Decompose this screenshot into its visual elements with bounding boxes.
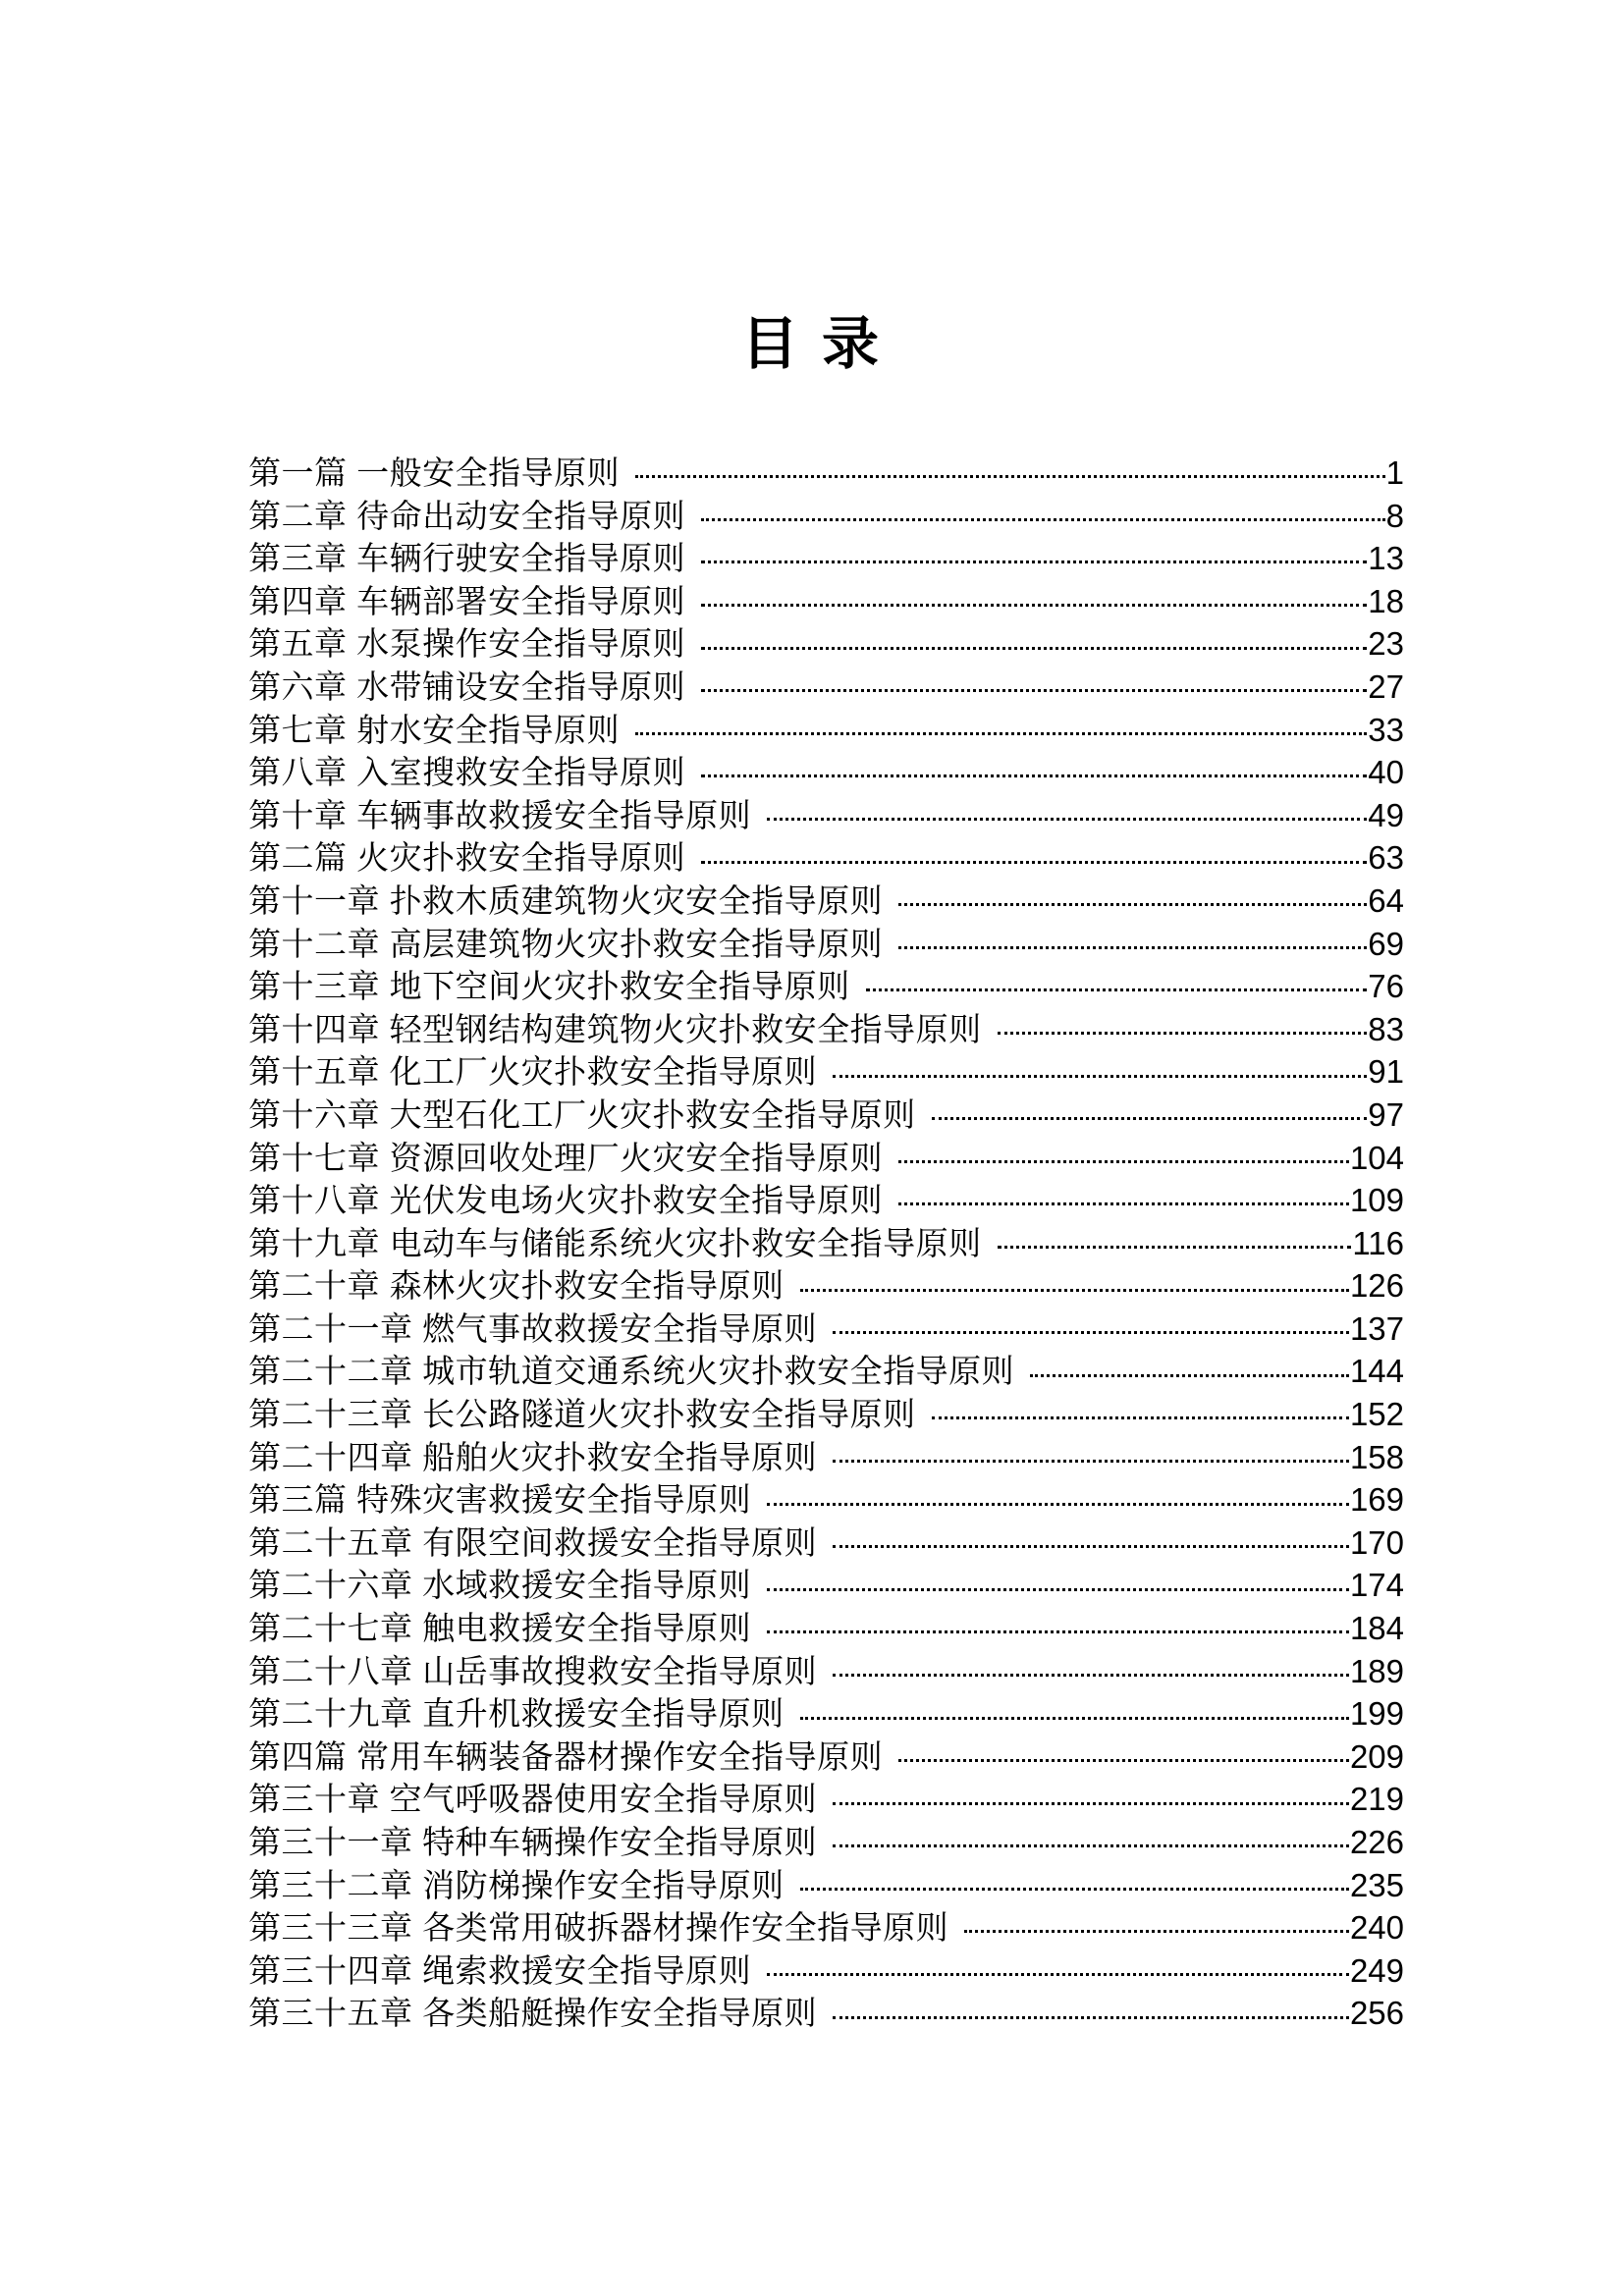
toc-entry-page: 76 xyxy=(1368,968,1404,1005)
toc-list xyxy=(0,452,1624,2035)
dot-leader xyxy=(767,1588,1349,1591)
dot-leader xyxy=(833,1802,1349,1805)
toc-entry-label: 第二十八章 山岳事故搜救安全指导原则 xyxy=(248,1652,818,1689)
toc-entry xyxy=(248,751,1404,794)
dot-leader xyxy=(833,1674,1349,1677)
toc-entry-label: 第二篇 火灾扑救安全指导原则 xyxy=(248,839,686,877)
toc-entry-page: 97 xyxy=(1368,1095,1404,1133)
toc-entry-page: 64 xyxy=(1368,881,1404,919)
dot-leader xyxy=(833,1460,1349,1463)
dot-leader xyxy=(998,1246,1352,1249)
toc-entry-label: 第二章 待命出动安全指导原则 xyxy=(248,497,686,534)
toc-entry xyxy=(248,1393,1404,1436)
toc-entry xyxy=(248,1564,1404,1607)
toc-entry-label: 第三十四章 绳索救援安全指导原则 xyxy=(248,1951,752,1989)
toc-entry xyxy=(248,666,1404,709)
dot-leader xyxy=(701,689,1367,692)
toc-entry-page: 219 xyxy=(1349,1781,1404,1818)
toc-entry-page: 104 xyxy=(1349,1139,1404,1176)
toc-entry-label: 第二十五章 有限空间救援安全指导原则 xyxy=(248,1523,818,1561)
dot-leader xyxy=(833,1331,1349,1334)
toc-entry xyxy=(248,1735,1404,1779)
toc-entry-label: 第二十一章 燃气事故救援安全指导原则 xyxy=(248,1309,818,1347)
dot-leader xyxy=(701,647,1367,650)
toc-entry-page: 69 xyxy=(1368,925,1404,962)
dot-leader xyxy=(833,2016,1349,2019)
toc-entry xyxy=(248,1821,1404,1864)
dot-leader xyxy=(767,1630,1349,1633)
toc-entry-page: 116 xyxy=(1352,1224,1404,1261)
toc-entry xyxy=(248,1949,1404,1993)
dot-leader xyxy=(833,1075,1367,1078)
toc-entry-page: 240 xyxy=(1349,1909,1404,1947)
toc-entry-label: 第一篇 一般安全指导原则 xyxy=(248,454,621,491)
toc-entry-page: 18 xyxy=(1368,582,1404,619)
toc-entry-label: 第三章 车辆行驶安全指导原则 xyxy=(248,540,686,577)
dot-leader xyxy=(898,903,1367,906)
dot-leader xyxy=(898,1759,1349,1762)
toc-entry-label: 第二十六章 水域救援安全指导原则 xyxy=(248,1567,752,1604)
toc-entry-label: 第三十章 空气呼吸器使用安全指导原则 xyxy=(248,1781,818,1818)
toc-entry xyxy=(248,1050,1404,1094)
toc-entry-label: 第八章 入室搜救安全指导原则 xyxy=(248,754,686,791)
toc-entry-label: 第十章 车辆事故救援安全指导原则 xyxy=(248,796,752,833)
toc-entry xyxy=(248,1692,1404,1735)
toc-entry-label: 第二十三章 长公路隧道火灾扑救安全指导原则 xyxy=(248,1396,916,1433)
toc-entry-page: 169 xyxy=(1349,1481,1404,1519)
toc-entry-label: 第二十七章 触电救援安全指导原则 xyxy=(248,1610,752,1647)
dot-leader xyxy=(998,1032,1368,1035)
dot-leader xyxy=(800,1289,1349,1292)
toc-entry xyxy=(248,1222,1404,1265)
toc-entry-label: 第十四章 轻型钢结构建筑物火灾扑救安全指导原则 xyxy=(248,1010,982,1047)
toc-entry-page: 49 xyxy=(1368,796,1404,833)
toc-entry xyxy=(248,1650,1404,1693)
toc-entry-label: 第三十五章 各类船艇操作安全指导原则 xyxy=(248,1995,818,2032)
dot-leader xyxy=(701,861,1367,864)
toc-entry-label: 第十一章 扑救木质建筑物火灾安全指导原则 xyxy=(248,881,884,919)
toc-entry-page: 189 xyxy=(1349,1652,1404,1689)
toc-entry-label: 第四篇 常用车辆装备器材操作安全指导原则 xyxy=(248,1737,884,1775)
dot-leader xyxy=(767,818,1367,821)
dot-leader xyxy=(635,732,1367,735)
toc-entry xyxy=(248,580,1404,623)
dot-leader xyxy=(800,1888,1349,1891)
toc-entry-label: 第三篇 特殊灾害救援安全指导原则 xyxy=(248,1481,752,1519)
toc-entry xyxy=(248,1436,1404,1479)
toc-entry xyxy=(248,836,1404,880)
toc-entry xyxy=(248,1906,1404,1949)
dot-leader xyxy=(1030,1374,1349,1377)
page-title: 目 录 xyxy=(740,312,884,376)
toc-entry-label: 第二十四章 船舶火灾扑救安全指导原则 xyxy=(248,1438,818,1475)
toc-entry-page: 170 xyxy=(1349,1523,1404,1561)
toc-entry-page: 199 xyxy=(1349,1695,1404,1733)
dot-leader xyxy=(701,604,1367,607)
dot-leader xyxy=(932,1117,1368,1120)
toc-entry-page: 174 xyxy=(1349,1567,1404,1604)
toc-entry-page: 109 xyxy=(1349,1182,1404,1219)
dot-leader xyxy=(635,475,1384,478)
toc-entry-page: 158 xyxy=(1349,1438,1404,1475)
toc-entry xyxy=(248,1008,1404,1051)
toc-entry-label: 第六章 水带铺设安全指导原则 xyxy=(248,667,686,705)
toc-entry xyxy=(248,1264,1404,1308)
dot-leader xyxy=(701,561,1367,563)
toc-entry-page: 23 xyxy=(1368,625,1404,663)
toc-entry-page: 27 xyxy=(1368,667,1404,705)
toc-entry-page: 209 xyxy=(1349,1737,1404,1775)
toc-entry-page: 63 xyxy=(1368,839,1404,877)
dot-leader xyxy=(767,1503,1349,1506)
toc-entry-label: 第七章 射水安全指导原则 xyxy=(248,711,621,748)
toc-entry xyxy=(248,880,1404,923)
toc-entry-page: 13 xyxy=(1368,540,1404,577)
toc-entry-page: 235 xyxy=(1349,1866,1404,1903)
dot-leader xyxy=(898,1202,1349,1205)
toc-entry xyxy=(248,709,1404,752)
toc-entry-label: 第十七章 资源回收处理厂火灾安全指导原则 xyxy=(248,1139,884,1176)
toc-entry xyxy=(248,794,1404,837)
toc-entry-page: 40 xyxy=(1368,754,1404,791)
toc-entry-label: 第二十九章 直升机救援安全指导原则 xyxy=(248,1695,785,1733)
toc-entry xyxy=(248,1778,1404,1821)
dot-leader xyxy=(833,1545,1349,1548)
toc-entry-label: 第三十二章 消防梯操作安全指导原则 xyxy=(248,1866,785,1903)
dot-leader xyxy=(898,946,1367,949)
toc-entry-label: 第十五章 化工厂火灾扑救安全指导原则 xyxy=(248,1053,818,1091)
toc-entry-page: 137 xyxy=(1349,1309,1404,1347)
toc-entry-label: 第三十三章 各类常用破拆器材操作安全指导原则 xyxy=(248,1909,949,1947)
toc-entry-page: 8 xyxy=(1385,497,1404,534)
toc-entry xyxy=(248,1137,1404,1180)
toc-entry xyxy=(248,495,1404,538)
toc-entry-page: 33 xyxy=(1368,711,1404,748)
toc-entry xyxy=(248,1094,1404,1137)
dot-leader xyxy=(833,1844,1349,1847)
toc-entry xyxy=(248,537,1404,580)
toc-entry-label: 第十九章 电动车与储能系统火灾扑救安全指导原则 xyxy=(248,1224,982,1261)
dot-leader xyxy=(964,1930,1349,1933)
toc-entry-label: 第二十章 森林火灾扑救安全指导原则 xyxy=(248,1267,785,1305)
toc-entry-label: 第十六章 大型石化工厂火灾扑救安全指导原则 xyxy=(248,1095,916,1133)
toc-entry-page: 226 xyxy=(1349,1824,1404,1860)
dot-leader xyxy=(932,1416,1349,1419)
dot-leader xyxy=(701,774,1367,777)
toc-entry xyxy=(248,923,1404,966)
toc-entry xyxy=(248,1350,1404,1393)
toc-entry-page: 83 xyxy=(1368,1010,1404,1047)
toc-entry xyxy=(248,622,1404,666)
dot-leader xyxy=(701,518,1384,521)
toc-entry-label: 第十八章 光伏发电场火灾扑救安全指导原则 xyxy=(248,1182,884,1219)
toc-entry-page: 1 xyxy=(1385,454,1404,491)
toc-entry-label: 第五章 水泵操作安全指导原则 xyxy=(248,625,686,663)
toc-entry xyxy=(248,1179,1404,1222)
toc-entry-label: 第十三章 地下空间火灾扑救安全指导原则 xyxy=(248,968,850,1005)
toc-entry xyxy=(248,1992,1404,2035)
dot-leader xyxy=(800,1717,1349,1720)
toc-entry xyxy=(248,1308,1404,1351)
toc-entry xyxy=(248,965,1404,1008)
toc-entry-page: 256 xyxy=(1349,1995,1404,2032)
toc-entry-label: 第三十一章 特种车辆操作安全指导原则 xyxy=(248,1824,818,1860)
toc-entry xyxy=(248,1478,1404,1522)
toc-entry-label: 第四章 车辆部署安全指导原则 xyxy=(248,582,686,619)
dot-leader xyxy=(767,1973,1349,1976)
toc-entry-label: 第二十二章 城市轨道交通系统火灾扑救安全指导原则 xyxy=(248,1353,1015,1390)
toc-entry-page: 144 xyxy=(1349,1353,1404,1390)
toc-entry xyxy=(248,1522,1404,1565)
toc-entry-label: 第十二章 高层建筑物火灾扑救安全指导原则 xyxy=(248,925,884,962)
toc-entry xyxy=(248,1607,1404,1650)
toc-entry xyxy=(248,1864,1404,1907)
toc-entry-page: 152 xyxy=(1349,1396,1404,1433)
dot-leader xyxy=(866,988,1368,991)
toc-entry-page: 249 xyxy=(1349,1951,1404,1989)
dot-leader xyxy=(898,1160,1349,1163)
toc-entry xyxy=(248,452,1404,495)
toc-entry-page: 91 xyxy=(1368,1053,1404,1091)
toc-entry-page: 126 xyxy=(1349,1267,1404,1305)
toc-entry-page: 184 xyxy=(1349,1610,1404,1647)
